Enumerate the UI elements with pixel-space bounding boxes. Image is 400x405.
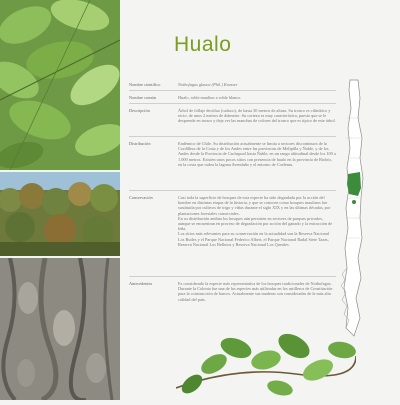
row-value: [178, 281, 336, 302]
forest-hillside-photo: [0, 172, 120, 256]
row-value-text: Árbol de follaje decíduo (caduco), de hasta 30 metros de altura. Su tronco es cilíndrico y recto, de unos 2 metros de diámetro. Su corteza es muy característica, puesto que se le desprende en trozos y deja ver las manchas de colores del tronco que es típico de este árbol.: [178, 108, 336, 124]
divider: [129, 276, 336, 277]
photo-column: [0, 0, 120, 400]
row-label: Conservación: [129, 195, 153, 200]
row-value-text: Casi toda la superficie de bosques de esta especie ha sido degradada por la acción del hombre en distintas etapas de la historia, y que se conocen como bosques maulinos fue sustituida por cultivos de trigo y viñas durante el siglo XIX y en las últimas décadas, por plantaciones forestales comerciales.: [178, 195, 331, 216]
tree-bark-photo: [0, 258, 120, 400]
row-value-text: Los sitios más relevantes para su conservación en la actualidad son la Reserva Nacional Los Ruiles y el Parque Nacional Federico Albert, el Parque Nacional Radal Siete Tazas, Reserva Nacional Los Bellotos y Reserva Nacional Los Queules.: [178, 231, 329, 247]
row-value: [178, 95, 336, 100]
divider: [129, 136, 336, 137]
row-label: Descripción: [129, 108, 150, 113]
row-value-text: Es considerado la especie más representativa de los bosques tradicionales de Nothofagus.: [178, 281, 332, 286]
row-value-text: Hualo, roble maulino o roble blanco.: [178, 95, 242, 100]
row-value-text: Endémico de Chile. Su distribución actualmente se limita a sectores discontinuos de la Cordillera de la Costa y de los Andes entre las provincias de Melipilla y Ñuble, y de los Andes desde la Provincia de Cachapoal hasta Ñuble, en un rango altitudinal desde los 100 a 1.000 metros. Existen unos pocos sitios con presencia de hualo en la provincia de Biobío, en la costa que rodea la laguna Avendaño y el entorno de Coelemu.: [178, 141, 336, 167]
row-value: [178, 108, 336, 124]
row-label: Nombre científico: [129, 82, 161, 87]
green-leaves-photo: [0, 0, 120, 170]
distribution-point: [352, 200, 356, 204]
row-label: Distribución: [129, 141, 151, 146]
row-value-text: Nothofagus glauca (Phil.) Krasser: [178, 82, 238, 87]
row-value: [178, 195, 336, 247]
row-value-text: Durante la Colonia fue una de las especies más utilizadas en los astilleros de Constitución para la construcción de barcos. Actualmente sus maderas son consideradas de la más alta calidad del país.: [178, 286, 333, 302]
distribution-area: [347, 172, 361, 196]
row-value-text: En su distribución andina los bosques aún persisten en sectores de parques privados, aunque se encuentran en proceso de degradación por acción del ganado y la extracción de leña.: [178, 215, 333, 232]
page-title: Hualo: [174, 33, 232, 56]
divider: [129, 190, 336, 191]
leaf-branch-illustration: [176, 326, 356, 400]
chile-distribution-map: [336, 78, 376, 340]
row-label: Antecedentes: [129, 281, 153, 286]
row-value: [178, 82, 336, 87]
divider: [129, 103, 336, 104]
row-label: Nombre común: [129, 95, 156, 100]
divider: [129, 90, 336, 91]
row-value: [178, 141, 336, 167]
